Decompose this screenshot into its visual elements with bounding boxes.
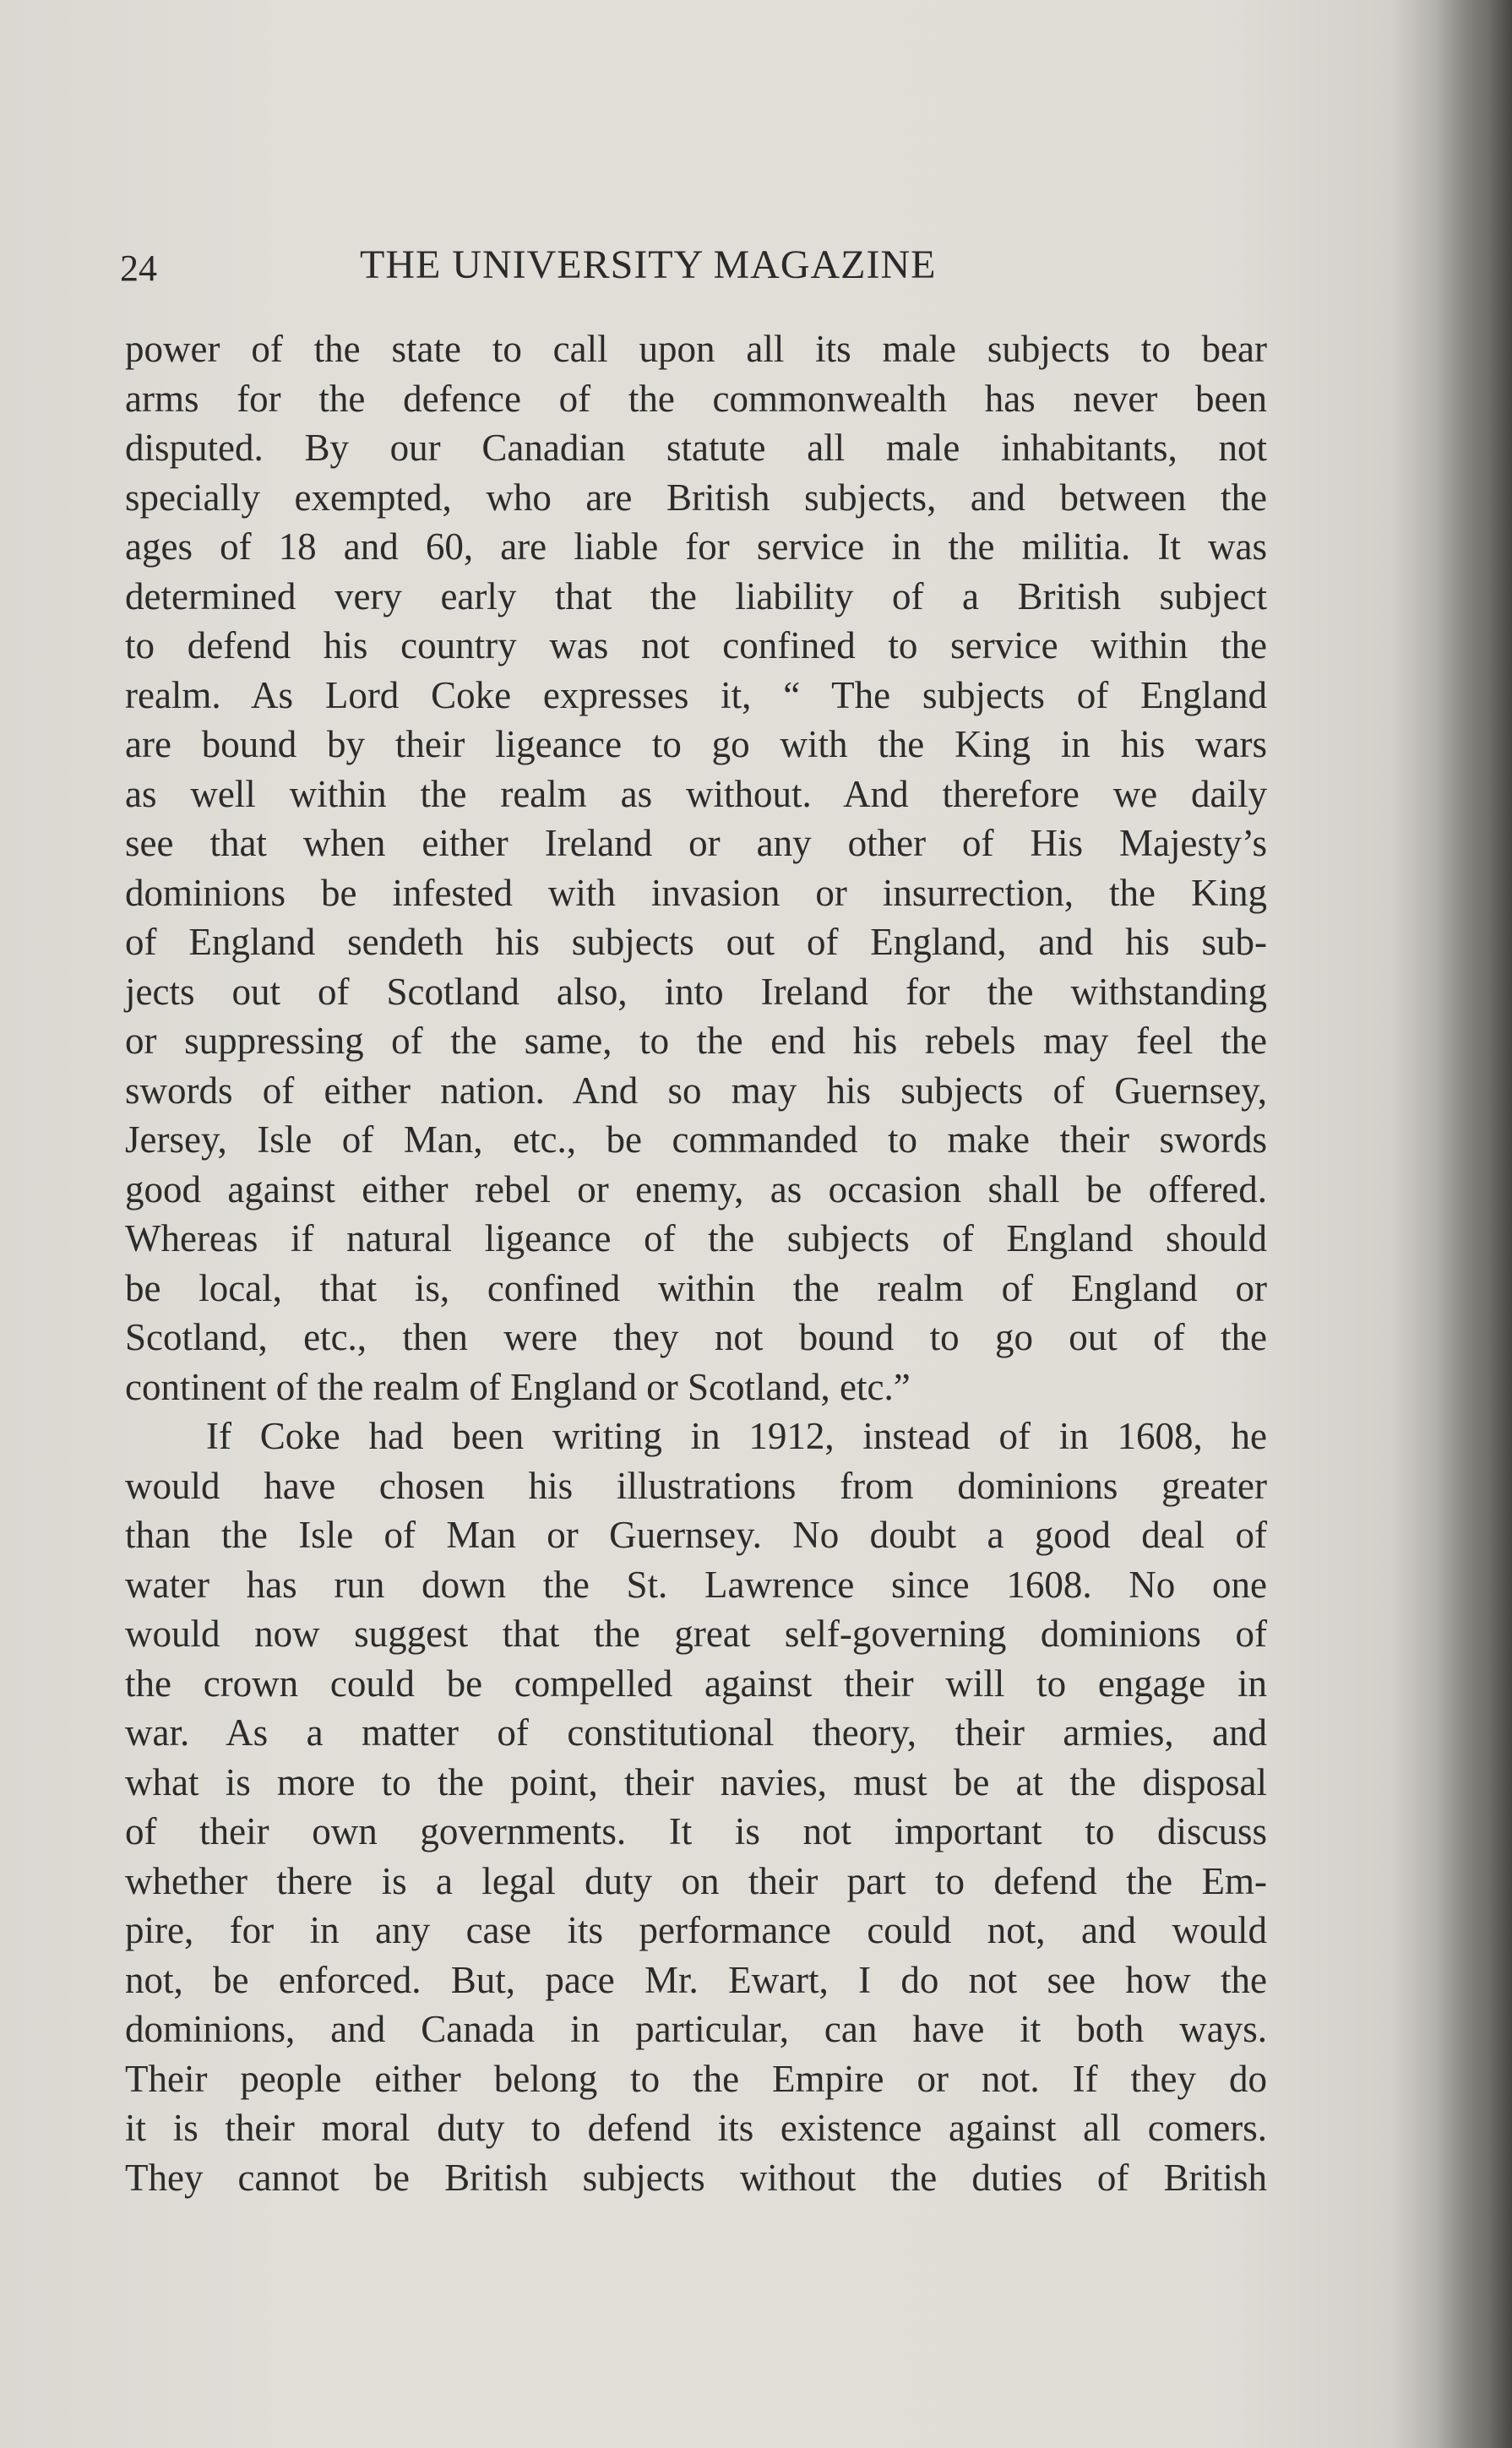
text-line: dominions be infested with invasion or insurrection, the King: [125, 871, 1267, 914]
page-edge-shadow: [1436, 0, 1512, 2448]
text-line: would have chosen his illustrations from dominions greater: [125, 1464, 1267, 1507]
text-line: ages of 18 and 60, are liable for service in the militia. It was: [125, 525, 1267, 568]
text-line: or suppressing of the same, to the end his rebels may feel the: [125, 1020, 1267, 1062]
text-line: Jersey, Isle of Man, etc., be commanded to make their swords: [125, 1118, 1267, 1161]
paragraph: [125, 1412, 1267, 2202]
text-line: would now suggest that the great self-governing dominions of: [125, 1613, 1267, 1655]
running-title: THE UNIVERSITY MAGAZINE: [360, 242, 937, 287]
text-line: to defend his country was not confined to service within the: [125, 624, 1267, 666]
text-line: good against either rebel or enemy, as occasion shall be offered.: [125, 1167, 1267, 1210]
text-line: realm. As Lord Coke expresses it, “ The subjects of England: [125, 673, 1267, 716]
body-text: [125, 324, 1267, 2202]
text-line: of England sendeth his subjects out of England, and his sub-: [125, 921, 1267, 963]
text-line: power of the state to call upon all its male subjects to bear: [125, 328, 1267, 370]
text-line: see that when either Ireland or any other of His Majesty’s: [125, 822, 1267, 864]
text-line: the crown could be compelled against their will to engage in: [125, 1662, 1267, 1705]
text-line: determined very early that the liability of a British subject: [125, 574, 1267, 617]
text-line: Scotland, etc., then were they not bound to go out of the: [125, 1316, 1267, 1358]
text-line: of their own governments. It is not important to discuss: [125, 1810, 1267, 1852]
text-line: disputed. By our Canadian statute all male inhabitants, not: [125, 427, 1267, 469]
text-line: as well within the realm as without. And therefore we daily: [125, 772, 1267, 815]
text-line: specially exempted, who are British subjects, and between the: [125, 476, 1267, 519]
text-line: what is more to the point, their navies, must be at the disposal: [125, 1760, 1267, 1803]
page-header: [120, 242, 1269, 292]
text-line: dominions, and Canada in particular, can have it both ways.: [125, 2008, 1267, 2050]
text-line: Their people either belong to the Empire or not. If they do: [125, 2057, 1267, 2100]
text-line: be local, that is, confined within the realm of England or: [125, 1266, 1267, 1309]
text-line: are bound by their ligeance to go with the King in his wars: [125, 723, 1267, 765]
text-line: continent of the realm of England or Scotland, etc.”: [125, 1365, 911, 1408]
text-line: Whereas if natural ligeance of the subjects of England should: [125, 1217, 1267, 1259]
text-line: water has run down the St. Lawrence since 1608. No one: [125, 1563, 1267, 1606]
text-line: swords of either nation. And so may his subjects of Guernsey,: [125, 1069, 1267, 1112]
text-line: They cannot be British subjects without the duties of British: [125, 2156, 1267, 2199]
text-line: than the Isle of Man or Guernsey. No doubt a good deal of: [125, 1514, 1267, 1556]
paragraph: [125, 324, 1267, 1412]
text-line: If Coke had been writing in 1912, instead of in 1608, he: [206, 1415, 1267, 1457]
text-line: pire, for in any case its performance could not, and would: [125, 1909, 1267, 1951]
text-line: jects out of Scotland also, into Ireland for the withstanding: [125, 970, 1267, 1013]
text-line: not, be enforced. But, pace Mr. Ewart, I do not see how the: [125, 1958, 1267, 2001]
text-line: it is their moral duty to defend its existence against all comers.: [125, 2107, 1267, 2149]
text-line: whether there is a legal duty on their part to defend the Em-: [125, 1859, 1267, 1902]
page-number: 24: [120, 248, 157, 289]
text-line: war. As a matter of constitutional theory, their armies, and: [125, 1711, 1267, 1754]
text-line: arms for the defence of the commonwealth has never been: [125, 377, 1267, 420]
